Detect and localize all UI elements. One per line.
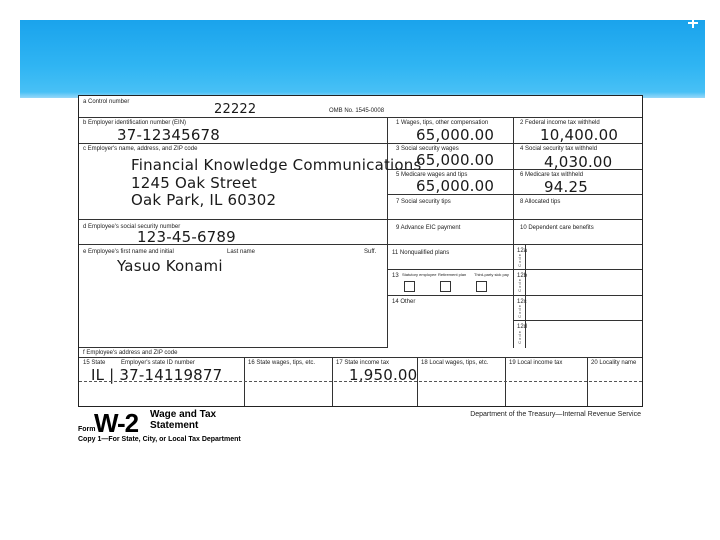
omb-number: OMB No. 1545-0008 (329, 108, 385, 114)
box-6 (514, 170, 642, 195)
box-12c-label: 12c (517, 299, 527, 305)
box-2 (514, 118, 642, 144)
box-12a-code-label: C o d e (517, 254, 522, 267)
box-8-label: 8 Allocated tips (520, 199, 561, 205)
box-11-label: 11 Nonqualified plans (392, 250, 450, 256)
box-19 (506, 358, 588, 406)
box-a (79, 96, 642, 118)
retirement-plan-checkbox[interactable] (440, 281, 451, 292)
statutory-employee-checkbox[interactable] (404, 281, 415, 292)
form-title-line1: Wage and Tax (150, 409, 217, 420)
box-4-label: 4 Social security tax withheld (520, 146, 598, 152)
control-number-label: a Control number (83, 99, 130, 105)
header-banner (20, 20, 705, 98)
last-name-label: Last name (227, 249, 256, 255)
box-12a (514, 245, 642, 270)
box-c (79, 144, 422, 220)
box-1-value: 65,000.00 (416, 126, 495, 144)
control-number-value: 22222 (214, 102, 257, 117)
box-b (79, 118, 388, 144)
box-16-label: 16 State wages, tips, etc. (248, 360, 316, 366)
third-party-sick-pay-label: Third-party sick pay (474, 272, 509, 277)
box-4 (514, 144, 642, 170)
box-15 (79, 358, 245, 406)
box-12c (514, 296, 642, 321)
box-8 (514, 195, 642, 220)
employer-name-label: c Employer's name, address, and ZIP code (83, 146, 198, 152)
box-1-label: 1 Wages, tips, other compensation (396, 120, 489, 126)
box-d (79, 220, 388, 245)
employer-city: Oak Park, IL 60302 (131, 191, 277, 209)
box-4-value: 4,030.00 (544, 153, 613, 171)
form-w2-title: W-2 (94, 408, 139, 438)
box-e (79, 245, 388, 348)
box-3-value: 65,000.00 (416, 151, 495, 169)
box-2-value: 10,400.00 (540, 126, 619, 144)
box-f (79, 348, 642, 358)
form-title (150, 409, 216, 431)
box-12-code-divider (525, 245, 526, 348)
box-7-label: 7 Social security tips (396, 199, 451, 205)
box-18 (418, 358, 506, 406)
suffix-label: Suff. (364, 249, 377, 255)
box-7 (388, 195, 514, 220)
box-20-label: 20 Locality name (591, 360, 637, 366)
form-title-line2: Statement (150, 420, 199, 431)
box-15-label: 15 State (83, 360, 106, 366)
third-party-sick-pay-checkbox[interactable] (476, 281, 487, 292)
box-12b-code-label: C o d e (517, 279, 522, 292)
box-12d-code-label: C o d e (517, 331, 522, 344)
box-10-label: 10 Dependent care benefits (520, 225, 594, 231)
box-18-label: 18 Local wages, tips, etc. (421, 360, 489, 366)
box-9 (388, 220, 514, 245)
box-17-label: 17 State income tax (336, 360, 390, 366)
employee-name-label: e Employee's first name and initial (83, 249, 174, 255)
box-6-label: 6 Medicare tax withheld (520, 172, 584, 178)
box-6-value: 94.25 (544, 178, 588, 196)
ein-value: 37-12345678 (117, 126, 221, 144)
box-20 (588, 358, 642, 406)
box-16 (245, 358, 333, 406)
box-17-value: 1,950.00 (349, 366, 418, 384)
employee-address-label: f Employee's address and ZIP code (83, 350, 178, 356)
box-2-label: 2 Federal income tax withheld (520, 120, 600, 126)
ssn-value: 123-45-6789 (137, 228, 236, 246)
box-12b-label: 12b (517, 273, 528, 279)
box-5 (388, 170, 514, 195)
box-9-label: 9 Advance EIC payment (396, 225, 461, 231)
employee-name: Yasuo Konami (117, 257, 223, 275)
box-5-label: 5 Medicare wages and tips (396, 172, 468, 178)
box-3 (388, 144, 514, 170)
box-11 (388, 245, 514, 270)
box-19-label: 19 Local income tax (509, 360, 563, 366)
employer-name: Financial Knowledge Communications (131, 156, 422, 174)
box-13-label: 13 (392, 273, 399, 279)
statutory-employee-label: Statutory employee (402, 272, 437, 277)
state-row-divider (79, 381, 642, 382)
form-footer (78, 408, 641, 448)
box-12d (514, 321, 642, 348)
box-14-label: 14 Other (392, 299, 416, 305)
w2-form (78, 95, 643, 407)
ssn-label: d Employee's social security number (83, 224, 181, 230)
box-10 (514, 220, 642, 245)
retirement-plan-label: Retirement plan (438, 272, 467, 277)
copy-text: Copy 1—For State, City, or Local Tax Department (78, 436, 241, 443)
sparkle-icon (688, 18, 698, 28)
box-14 (388, 296, 514, 348)
box-12d-label: 12d (517, 324, 528, 330)
ein-label: b Employer identification number (EIN) (83, 120, 187, 126)
employer-street: 1245 Oak Street (131, 174, 257, 192)
form-word: Form (78, 426, 96, 433)
box-3-label: 3 Social security wages (396, 146, 459, 152)
box-12c-code-label: C o d e (517, 305, 522, 318)
state-id-label: Employer's state ID number (121, 360, 195, 366)
box-13 (388, 270, 514, 296)
box-17 (333, 358, 418, 406)
box-5-value: 65,000.00 (416, 177, 495, 195)
box-1 (388, 118, 514, 144)
box-12b (514, 270, 642, 296)
box-12a-label: 12a (517, 248, 528, 254)
department-text: Department of the Treasury—Internal Revenue Service (470, 411, 641, 418)
state-id-value: IL | 37-14119877 (91, 366, 223, 384)
